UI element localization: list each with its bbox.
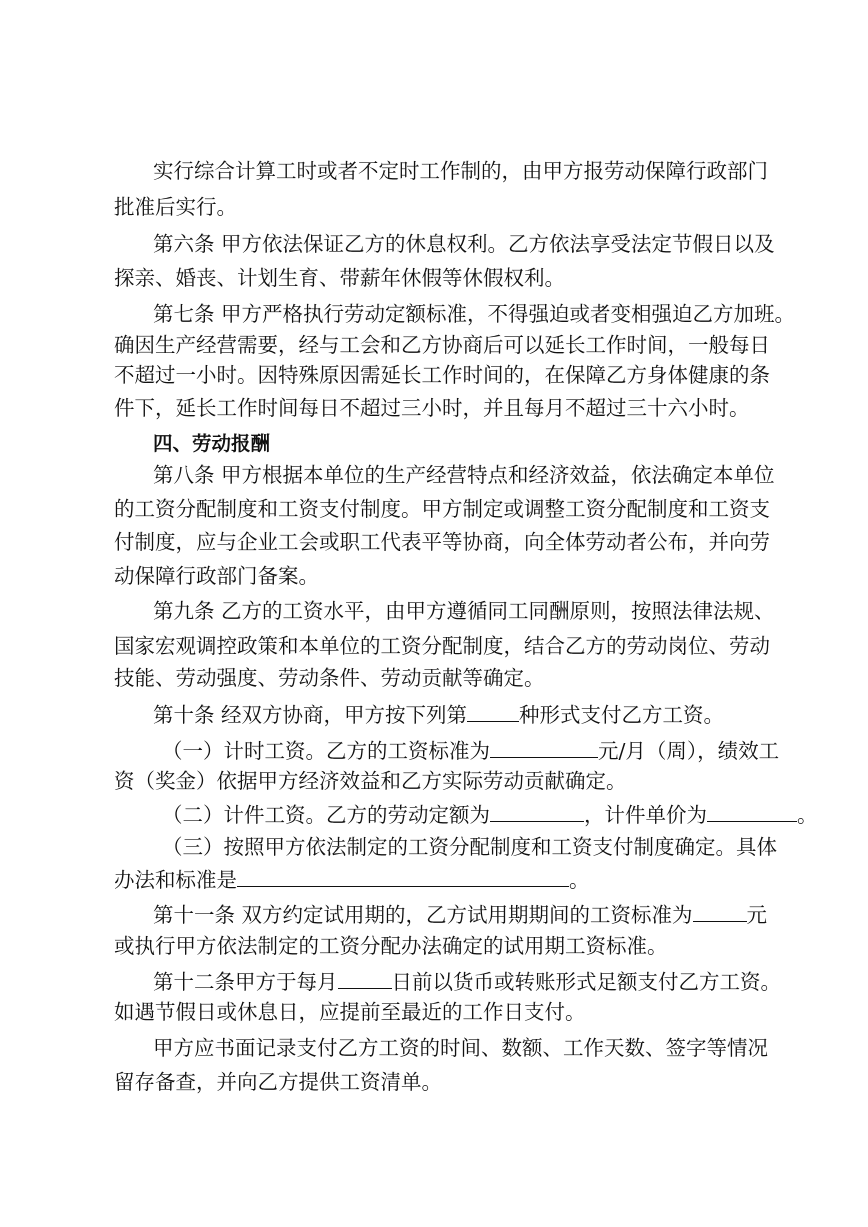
wage-form-blank[interactable] [467,699,519,722]
text-segment: 。 [569,868,590,892]
text-line: 探亲、婚丧、计划生育、带薪年休假等休假权利。 [114,266,565,290]
text-segment: 第十一条 双方约定试用期的，乙方试用期期间的工资标准为 [153,903,693,927]
article-10 [153,699,724,727]
text-line: 如遇节假日或休息日，应提前至最近的工作日支付。 [114,1000,586,1024]
text-segment: （一）计时工资。乙方的工资标准为 [162,739,490,763]
text-line: 付制度，应与企业工会或职工代表平等协商，向全体劳动者公布，并向劳 [114,530,770,554]
text-line: 资（奖金）依据甲方经济效益和乙方实际劳动贡献确定。 [114,769,627,793]
text-line: 技能、劳动强度、劳动条件、劳动贡献等确定。 [114,666,545,690]
text-line: 批准后实行。 [114,195,237,219]
article-9: 第九条 乙方的工资水平，由甲方遵循同工同酬原则，按照法律法规、 [153,599,775,623]
piece-rate-blank[interactable] [707,799,797,822]
article-8: 第八条 甲方根据本单位的生产经营特点和经济效益，依法确定本单位 [153,463,775,487]
text-segment: ，计件单价为 [584,803,707,827]
text-line: 的工资分配制度和工资支付制度。甲方制定或调整工资分配制度和工资支 [114,497,770,521]
article-7: 第七条 甲方严格执行劳动定额标准，不得强迫或者变相强迫乙方加班。 [153,302,796,326]
text-line: 确因生产经营需要，经与工会和乙方协商后可以延长工作时间，一般每日 [114,333,770,357]
text-line [114,864,590,892]
text-segment: 种形式支付乙方工资。 [519,703,725,727]
method-standard-blank[interactable] [237,864,569,887]
text-segment: 元/月（周），绩效工 [598,739,780,763]
text-segment: 日前以货币或转账形式足额支付乙方工资。 [391,970,781,994]
labor-quota-blank[interactable] [490,799,584,822]
text-segment: 元 [746,903,768,927]
text-line: 实行综合计算工时或者不定时工作制的，由甲方报劳动保障行政部门 [153,159,768,183]
article-11 [153,899,767,927]
text-line: 国家宏观调控政策和本单位的工资分配制度，结合乙方的劳动岗位、劳动 [114,634,770,658]
article-6: 第六条 甲方依法保证乙方的休息权利。乙方依法享受法定节假日以及 [153,232,775,256]
text-segment: 办法和标准是 [114,868,237,892]
text-segment: 。 [797,803,818,827]
text-segment: 第十条 经双方协商，甲方按下列第 [153,703,468,727]
text-line: 不超过一小时。因特殊原因需延长工作时间的，在保障乙方身体健康的条 [114,363,770,387]
paragraph-wage-record: 甲方应书面记录支付乙方工资的时间、数额、工作天数、签字等情况 [153,1036,768,1060]
payday-blank[interactable] [338,966,392,989]
text-segment: （二）计件工资。乙方的劳动定额为 [162,803,490,827]
probation-wage-blank[interactable] [693,899,747,922]
item-2 [162,799,818,827]
hourly-wage-blank[interactable] [490,735,598,758]
text-segment: 第十二条甲方于每月 [153,970,338,994]
article-12 [153,966,781,994]
text-line: 件下，延长工作时间每日不超过三小时，并且每月不超过三十六小时。 [114,396,750,420]
text-line: 留存备查，并向乙方提供工资清单。 [114,1070,442,1094]
item-3: （三）按照甲方依法制定的工资分配制度和工资支付制度确定。具体 [162,835,777,859]
section-heading: 四、劳动报酬 [153,432,271,455]
text-line: 或执行甲方依法制定的工资分配办法确定的试用期工资标准。 [114,934,668,958]
text-line: 动保障行政部门备案。 [114,564,319,588]
item-1 [162,735,779,763]
